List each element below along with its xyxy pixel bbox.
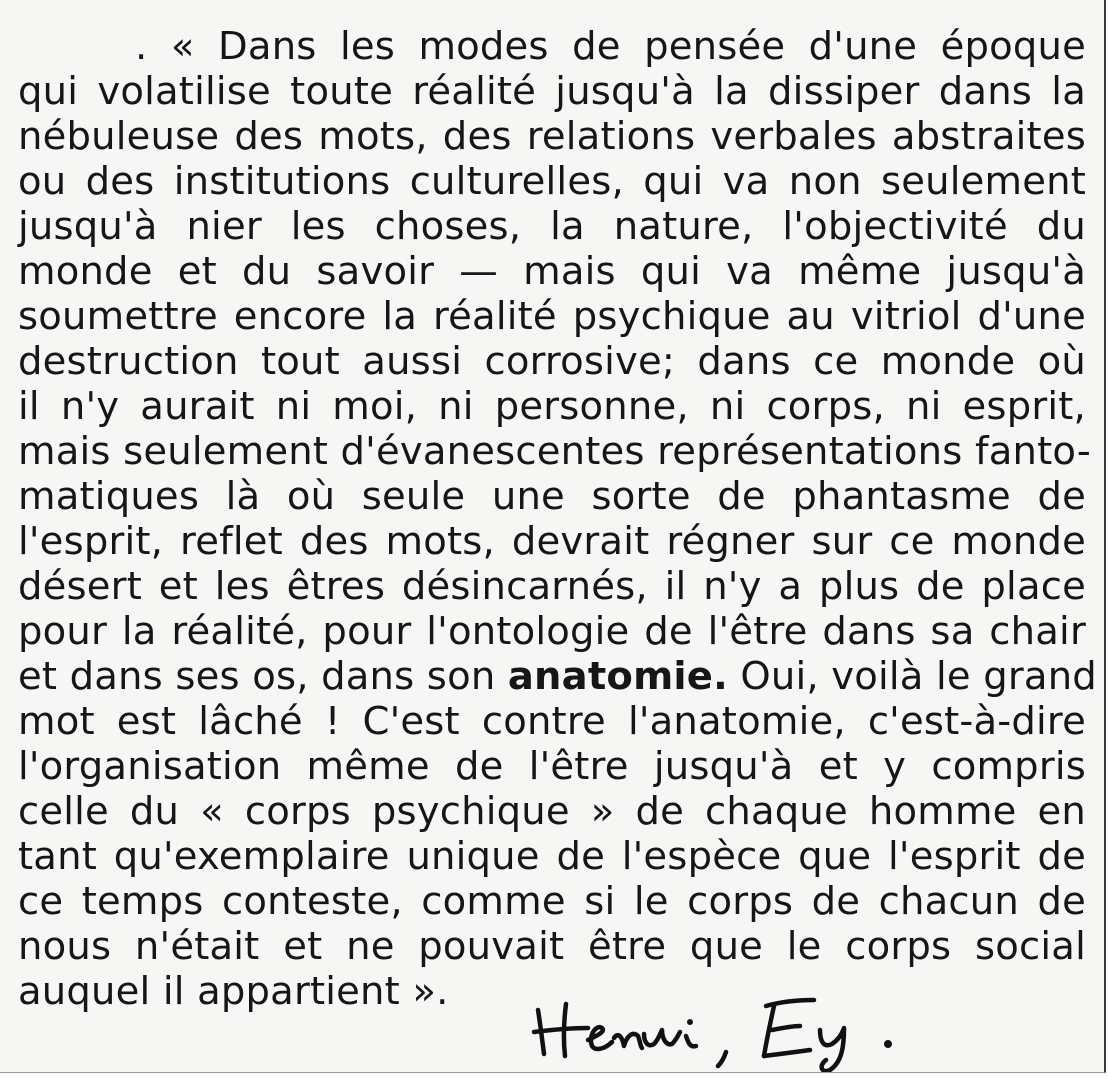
text-line: destruction tout aussi corrosive; dans ce monde où [18, 339, 1086, 384]
text-segment: et dans ses os, dans son [18, 654, 508, 699]
text-line: monde et du savoir — mais qui va même jusqu'à [18, 249, 1086, 294]
text-line: nous n'était et ne pouvait être que le corps social [18, 924, 1086, 969]
text-line: ou des institutions culturelles, qui va non seulement [18, 159, 1086, 204]
text-line: l'esprit, reflet des mots, devrait régner sur ce monde [18, 519, 1086, 564]
text-line: il n'y aurait ni moi, ni personne, ni corps, ni esprit, [18, 384, 1086, 429]
text-line: celle du « corps psychique » de chaque homme en [18, 789, 1086, 834]
text-line: jusqu'à nier les choses, la nature, l'objectivité du [18, 204, 1086, 249]
bold-word: anatomie. [507, 654, 728, 699]
text-line: matiques là où seule une sorte de phantasme de [18, 474, 1086, 519]
text-line: désert et les êtres désincarnés, il n'y a plus de place [18, 564, 1086, 609]
text-line: ce temps conteste, comme si le corps de chacun de [18, 879, 1086, 924]
text-line-last: auquel il appartient ». [18, 969, 449, 1014]
text-line: . « Dans les modes de pensée d'une époque [135, 24, 1086, 69]
text-line: nébuleuse des mots, des relations verbales abstraites [18, 114, 1086, 159]
handwritten-signature [530, 992, 940, 1072]
text-segment: Oui, voilà le grand [727, 654, 1097, 699]
text-line: qui volatilise toute réalité jusqu'à la dissiper dans la [18, 69, 1086, 114]
text-line-with-bold [18, 654, 1097, 699]
text-line: mais seulement d'évanescentes représentations fanto- [18, 429, 1091, 474]
text-line: soumettre encore la réalité psychique au vitriol d'une [18, 294, 1086, 339]
text-line: tant qu'exemplaire unique de l'espèce que l'esprit de [18, 834, 1086, 879]
text-line: pour la réalité, pour l'ontologie de l'être dans sa chair [18, 609, 1086, 654]
text-line: mot est lâché ! C'est contre l'anatomie, c'est-à-dire [18, 699, 1086, 744]
text-line: l'organisation même de l'être jusqu'à et y compris [18, 744, 1086, 789]
